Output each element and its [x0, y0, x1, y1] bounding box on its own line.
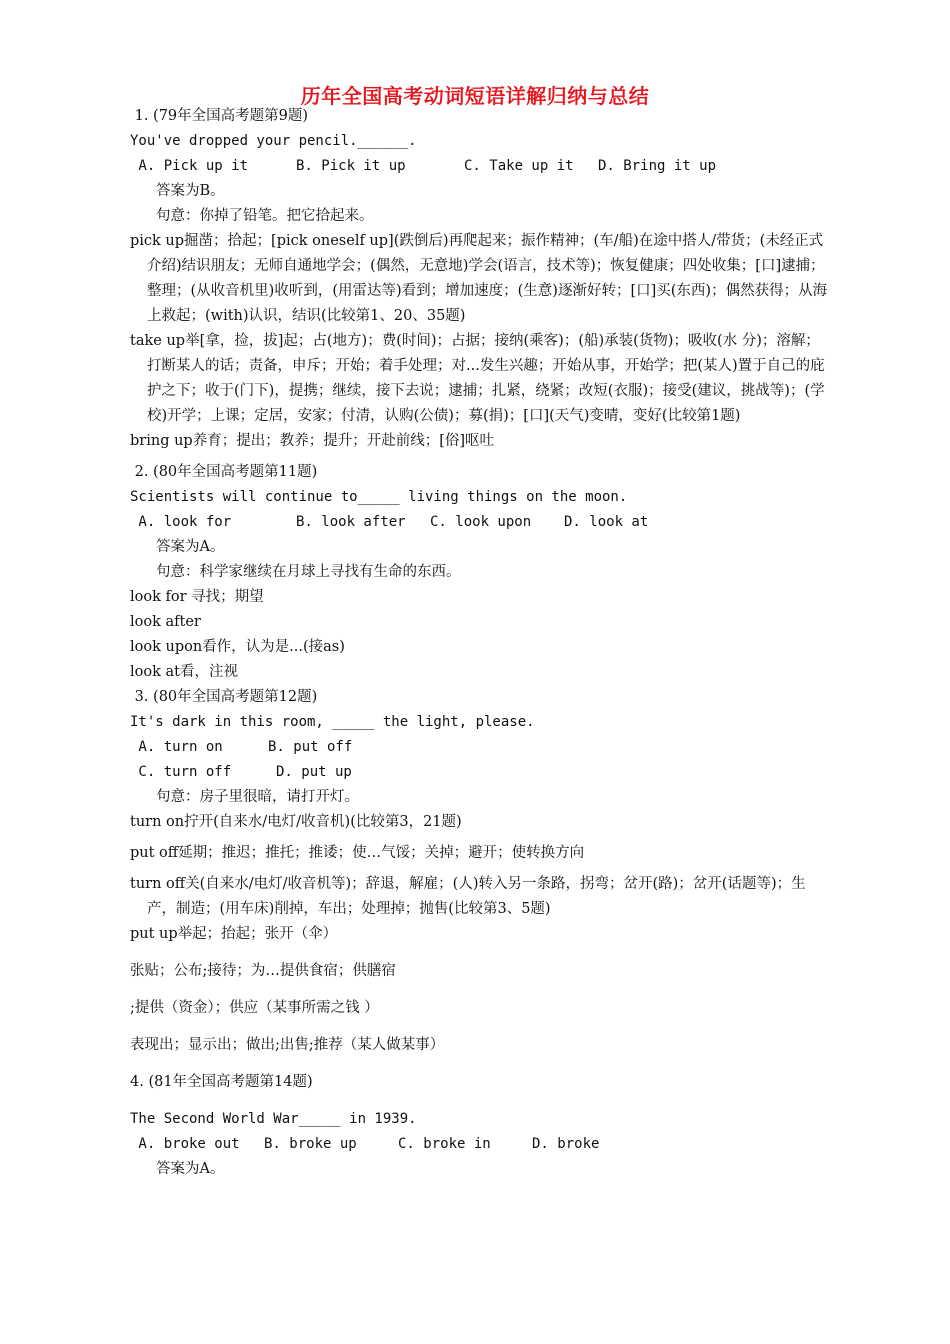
q2-option-b: B. look after — [296, 514, 406, 530]
page-title: 历年全国高考动词短语详解归纳与总结 — [300, 84, 650, 108]
q3-put-up-definition-4: 表现出；显示出；做出;出售;推荐（某人做某事） — [130, 1037, 445, 1053]
q4-answer: 答案为A。 — [156, 1161, 225, 1177]
q3-put-off-definition: put off延期；推迟；推托；推诿；使…气馁；关掉；避开；使转换方向 — [130, 845, 585, 861]
q3-put-up-definition-2: 张贴；公布;接待；为…提供食宿；供膳宿 — [130, 963, 396, 979]
document-body — [130, 104, 830, 1182]
q3-turn-on-definition: turn on拧开(自来水/电灯/收音机)(比较第3，21题) — [130, 814, 462, 830]
q1-answer: 答案为B。 — [156, 183, 225, 199]
q3-options-row1 — [130, 735, 830, 760]
q2-option-c: C. look upon — [430, 514, 532, 530]
q2-question: Scientists will continue to_____ living things on the moon. — [130, 489, 628, 505]
q3-question: It's dark in this room, _____ the light, please. — [130, 714, 535, 730]
q2-meaning: 句意：科学家继续在月球上寻找有生命的东西。 — [156, 564, 461, 580]
q3-meaning: 句意：房子里很暗，请打开灯。 — [156, 789, 359, 805]
q2-look-upon-definition: look upon看作，认为是...(接as) — [130, 639, 345, 655]
q3-option-d: D. put up — [276, 764, 352, 780]
q2-look-at-definition: look at看，注视 — [130, 664, 238, 680]
q3-options-row2 — [130, 760, 830, 785]
q2-option-a: A. look for — [130, 514, 232, 530]
q2-options — [130, 510, 830, 535]
q4-option-b: B. broke up — [264, 1136, 357, 1152]
q2-option-d: D. look at — [564, 514, 649, 530]
q3-put-up-definition: put up举起；抬起；张开（伞） — [130, 926, 338, 942]
q1-option-c: C. Take up it — [464, 158, 574, 174]
q1-bring-up-definition: bring up养育；提出；教养；提升；开赴前线；[俗]呕吐 — [130, 433, 495, 449]
q1-meaning: 句意：你掉了铅笔。把它拾起来。 — [156, 208, 374, 224]
q4-header: 4. (81年全国高考题第14题) — [130, 1074, 313, 1090]
q3-option-b: B. put off — [268, 739, 353, 755]
q3-option-a: A. turn on — [130, 739, 223, 755]
q3-put-up-definition-3: ;提供（资金）；供应（某事所需之钱 ） — [130, 1000, 379, 1016]
q1-pick-up-definition: pick up掘凿；拾起；[pick oneself up](跌倒后)再爬起来；振作精神；(车/船)在途中搭人/带货；(未经正式介绍)结识朋友；无师自通地学会；(偶然，无意地)学会(语言，技术等)；恢复健康；四处收集；[口]逮捕；整理；(从收音机里)收听到，(用雷达等)看到；增加速度；(生意)逐渐好转；[口]买(东西)；偶然获得；从海上救起；(with)认识，结识(比较第1、20、35题) — [130, 233, 828, 324]
q1-option-a: A. Pick up it — [130, 158, 249, 174]
q1-option-b: B. Pick it up — [296, 158, 406, 174]
q2-look-after-definition: look after — [130, 614, 201, 630]
q1-take-up-definition: take up举[拿，捡，拔]起；占(地方)；费(时间)；占据；接纳(乘客)；(船)承装(货物)；吸收(水 分)；溶解；打断某人的话；责备，申斥；开始；着手处理；对...发生兴趣；开始从事，开始学；把(某人)置于自己的庇护之下；收于(门下)，提携；继续，接下去说；逮捕；扎紧，绕紧；改短(衣服)；接受(建议，挑战等)；(学校)开学；上课；定居，安家；付清，认购(公债)；募(捐)；[口](天气)变晴，变好(比较第1题) — [130, 333, 825, 424]
q1-option-d: D. Bring it up — [598, 158, 717, 174]
q4-question: The Second World War_____ in 1939. — [130, 1111, 417, 1127]
q4-option-d: D. broke — [532, 1136, 600, 1152]
q3-header: 3. (80年全国高考题第12题) — [130, 689, 318, 705]
q4-options — [130, 1132, 830, 1157]
q4-option-a: A. broke out — [130, 1136, 240, 1152]
q1-options — [130, 154, 830, 179]
q2-look-for-definition: look for 寻找；期望 — [130, 589, 264, 605]
q3-turn-off-definition: turn off关(自来水/电灯/收音机等)；辞退，解雇；(人)转入另一条路，拐弯；岔开(路)；岔开(话题等)；生产，制造；(用车床)削掉，车出；处理掉；抛售(比较第3、5题) — [130, 876, 806, 917]
q1-header: 1. (79年全国高考题第9题) — [130, 108, 309, 124]
q1-question: You've dropped your pencil.______. — [130, 133, 417, 149]
q3-option-c: C. turn off — [130, 764, 232, 780]
q4-option-c: C. broke in — [398, 1136, 491, 1152]
q2-header: 2. (80年全国高考题第11题) — [130, 464, 318, 480]
q2-answer: 答案为A。 — [156, 539, 225, 555]
